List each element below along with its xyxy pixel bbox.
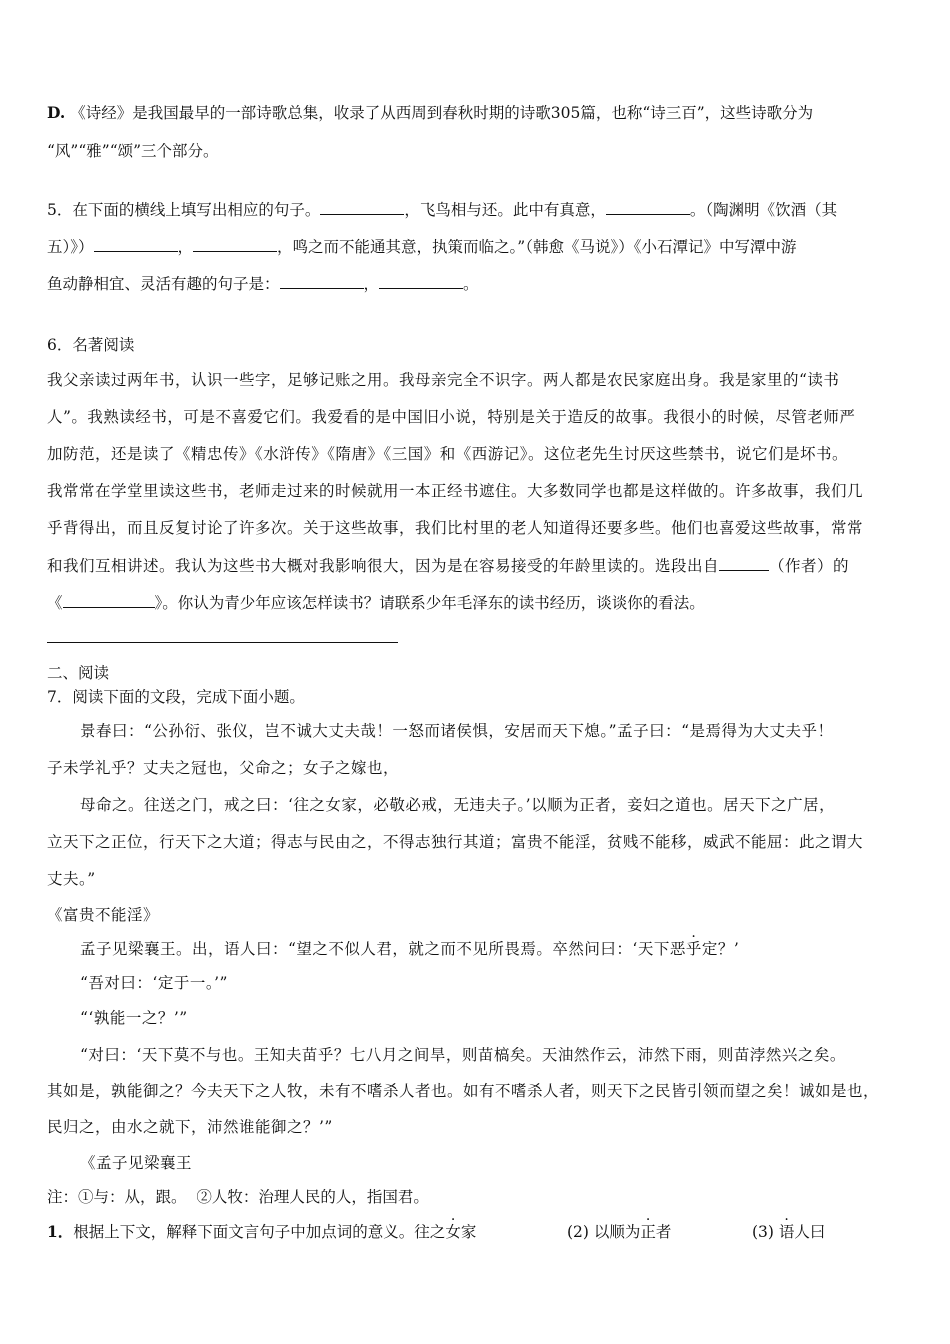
q6-para-line5: 乎背得出，而且反复讨论了许多次。关于这些故事，我们比村里的老人知道得还要多些。他们也喜爱这些故事，常常 — [47, 519, 864, 537]
q5-line2 — [47, 237, 796, 257]
q5-blank-4[interactable] — [193, 237, 277, 252]
subq1-item2 — [567, 1222, 671, 1242]
passage2-text-1a: 孟子见梁襄王。出，语人曰：“望之不似人君，就之而不见所畏焉。卒然问曰：‘天下恶 — [80, 940, 686, 958]
q5-text-2c: ，鸣之而不能通其意，执策而临之。”（韩愈《马说》）《小石潭记》中写潭中游 — [277, 238, 797, 256]
q6-book-blank[interactable] — [63, 593, 155, 608]
q6-answer-line[interactable] — [47, 642, 398, 643]
q6-para-line2: 人”。我熟读经书，可是不喜爱它们。我爱看的是中国旧小说，特别是关于造反的故事。我很小的时候，尽管老师严 — [47, 408, 856, 426]
q5-text-1b: ，飞鸟相与还。此中有真意， — [404, 201, 606, 219]
passage1-line1: 景春曰：“公孙衍、张仪，岂不诚大丈夫哉！一怒而诸侯惧，安居而天下熄。”孟子曰：“是焉得为大丈夫乎！ — [80, 722, 834, 740]
q5-blank-2[interactable] — [606, 200, 690, 215]
passage1-line4: 立天下之正位，行天下之大道；得志与民由之，不得志独行其道；富贵不能淫，贫贱不能移，威武不能屈：此之谓大 — [47, 833, 864, 851]
passage1-source: 《富贵不能淫》 — [47, 906, 160, 924]
q5-text-3b: ， — [363, 275, 380, 293]
dotted-word-hu: 乎 — [685, 940, 702, 958]
dotted-word-nv: 女 — [445, 1223, 461, 1241]
q5-line3 — [47, 274, 479, 294]
q6-para-line7 — [47, 593, 705, 613]
option-d-label: D. — [47, 103, 66, 122]
passage1-line5: 丈夫。” — [47, 870, 96, 888]
option-d-line2: “风”“雅”“颂”三个部分。 — [47, 142, 219, 160]
q6-text-7a: 《 — [47, 594, 63, 612]
section-heading: 二、阅读 — [47, 664, 110, 682]
subq1-item3 — [752, 1222, 825, 1242]
q6-text-6b: （作者）的 — [769, 557, 850, 575]
q6-para-line1: 我父亲读过两年书，认识一些字，足够记账之用。我母亲完全不识字。两人都是农民家庭出身。我是家里的“读书 — [47, 371, 840, 389]
q5-blank-5[interactable] — [280, 274, 364, 289]
q5-blank-6[interactable] — [379, 274, 463, 289]
q6-author-blank[interactable] — [719, 556, 769, 571]
q6-para-line6 — [47, 556, 849, 576]
subq1-item1-tail: 家 — [460, 1223, 477, 1241]
q5-text-2b: ， — [177, 238, 194, 256]
subq1-number: 1． — [47, 1222, 74, 1241]
q5-blank-1[interactable] — [320, 200, 404, 215]
passage2-line5: 其如是，孰能御之？今夫天下之人牧，未有不嗜杀人者也。如有不嗜杀人者，则天下之民皆引领而望之矣！诚如是也， — [47, 1082, 880, 1100]
subq1-item2-a: (2) 以顺为 — [567, 1223, 641, 1241]
passage1-line3: 母命之。往送之门，戒之曰：‘往之女家，必敬必戒，无违夫子。’以顺为正者，妾妇之道也。居天下之广居， — [80, 796, 836, 814]
q6-text-7b: 》。你认为青少年应该怎样读书？请联系少年毛泽东的读书经历，谈谈你的看法。 — [154, 594, 705, 612]
q5-text-3c: 。 — [463, 275, 479, 293]
notes: 注：①与：从，跟。 ②人牧：治理人民的人，指国君。 — [47, 1188, 429, 1206]
q5-line1 — [47, 200, 837, 220]
q6-para-line3: 加防范，还是读了《精忠传》《水浒传》《隋唐》《三国》和《西游记》。这位老先生讨厌这些禁书，说它们是坏书。 — [47, 445, 849, 463]
passage2-line3: “‘孰能一之？’” — [80, 1009, 188, 1027]
passage2-line1 — [80, 939, 739, 959]
q5-text-3a: 鱼动静相宜、灵活有趣的句子是： — [47, 275, 280, 293]
passage2-line4: “对曰：‘天下莫不与也。王知夫苗乎？七八月之间旱，则苗槁矣。天油然作云，沛然下雨，则苗浡然兴之矣。 — [80, 1046, 846, 1064]
option-d-line1 — [47, 103, 813, 123]
subq1-line — [47, 1222, 476, 1242]
passage1-line2: 子未学礼乎？丈夫之冠也，父命之；女子之嫁也， — [47, 759, 400, 777]
dotted-word-yu: 语 — [778, 1223, 795, 1241]
q5-text-2a: 五）》） — [47, 238, 94, 256]
subq1-prompt: 根据上下文，解释下面文言句子中加点词的意义。往之 — [73, 1223, 446, 1241]
q5-text-1c: 。（陶渊明《饮酒（其 — [689, 201, 838, 219]
passage2-text-1b: 定？’ — [701, 940, 740, 958]
option-d-text: 《诗经》是我国最早的一部诗歌总集，收录了从西周到春秋时期的诗歌305篇，也称“诗三百”，这些诗歌分为 — [70, 104, 814, 122]
passage2-line6: 民归之，由水之就下，沛然谁能御之？’” — [47, 1118, 333, 1136]
q7-instruction: 7．阅读下面的文段，完成下面小题。 — [47, 688, 305, 706]
q5-prompt: 5．在下面的横线上填写出相应的句子。 — [47, 201, 321, 219]
subq1-item3-a: (3) — [752, 1223, 779, 1241]
q6-text-6a: 和我们互相讲述。我认为这些书大概对我影响很大，因为是在容易接受的年龄里读的。选段出自 — [47, 557, 720, 575]
subq1-item2-b: 者 — [655, 1223, 672, 1241]
q6-para-line4: 我常常在学堂里读这些书，老师走过来的时候就用一本正经书遮住。大多数同学也都是这样做的。许多故事，我们几 — [47, 482, 864, 500]
dotted-word-zheng: 正 — [640, 1223, 656, 1241]
q6-title: 6．名著阅读 — [47, 336, 135, 354]
passage2-line2: “吾对曰：‘定于一。’” — [80, 974, 228, 992]
subq1-item3-b: 人曰 — [794, 1223, 826, 1241]
passage2-source: 《孟子见梁襄王 — [80, 1154, 193, 1172]
q5-blank-3[interactable] — [94, 237, 178, 252]
